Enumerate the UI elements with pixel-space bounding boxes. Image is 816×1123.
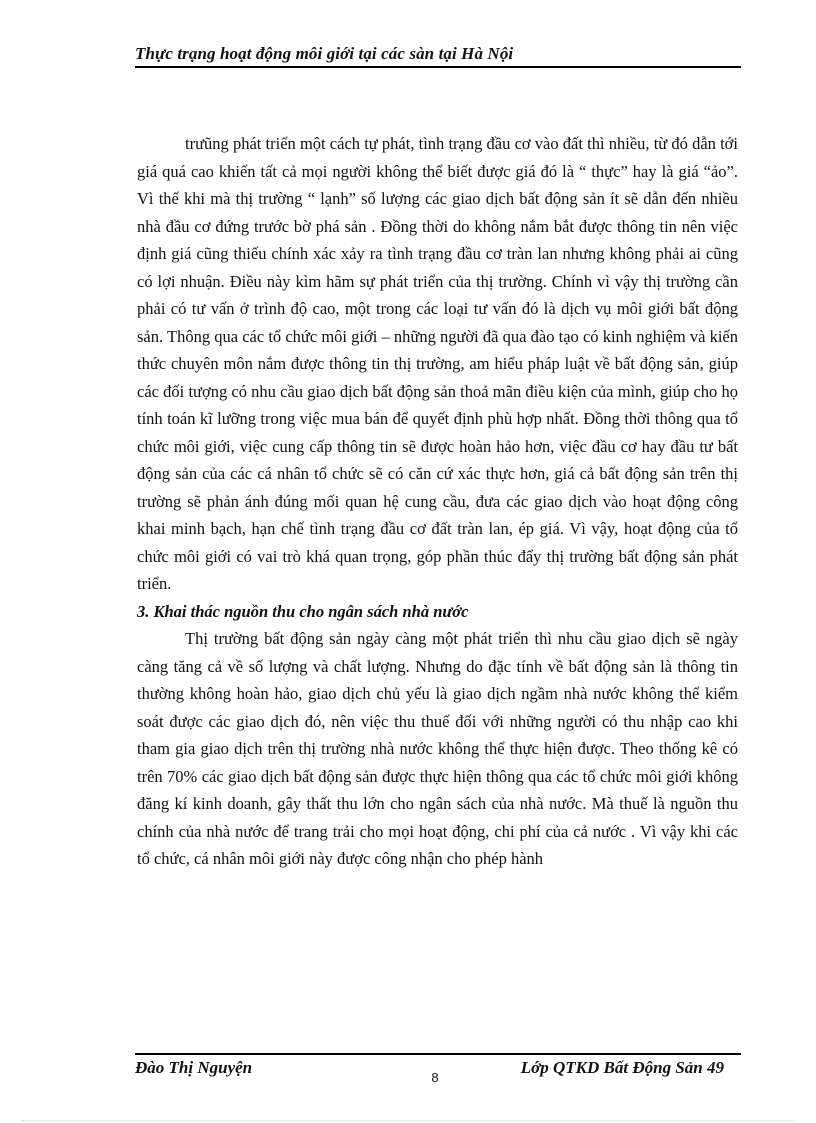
body-paragraph: trưũng phát triển một cách tự phát, tình trạng đầu cơ vào đất thì nhiều, từ đó dẫn tới giá quá cao khiến tất cả mọi người không thể biết được giá đó là “ thực” hay là giá “ảo”. Vì thế khi mà thị trường “ lạnh” số lượng các giao dịch bất động sản ít sẽ dẫn đến nhiều nhà đầu cơ đứng trước bờ phá sản . Đồng thời do không nắm bắt được thông tin nên việc định giá cũng thiếu chính xác xảy ra tình trạng đầu cơ tràn lan nhưng không phải ai cũng có lợi nhuận. Điều này kìm hãm sự phát triển của thị trường. Chính vì vậy thị trường cần phải có tư vấn ở trình độ cao, một trong các loại tư vấn đó là dịch vụ môi giới bất động sản. Thông qua các tổ chức môi giới – những người đã qua đào tạo có kinh nghiệm và kiến thức chuyên môn nắm được thông tin thị trường, am hiểu pháp luật về bất động sản, giúp các đối tượng có nhu cầu giao dịch bất động sản thoả mãn điều kiện của mình, giúp cho họ tính toán kĩ lưỡng trong việc mua bán để quyết định phù hợp nhất. Đồng thời thông qua tổ chức môi giới, việc cung cấp thông tin sẽ được hoàn hảo hơn, việc đầu cơ hay đầu tư bất động sản của các cá nhân tổ chức sẽ có căn cứ xác thực hơn, giá cả bất động sản trên thị trường sẽ phản ánh đúng mối quan hệ cung cầu, đưa các giao dịch vào hoạt động công khai minh bạch, hạn chế tình trạng đầu cơ đất tràn lan, ép giá. Vì vậy, hoạt động của tổ chức môi giới có vai trò khá quan trọng, góp phần thúc đẩy thị trường bất động sản phát triển. (137, 134, 738, 593)
page-bottom-dotted-line (22, 1120, 794, 1121)
footer-author: Đào Thị Nguyện (135, 1058, 253, 1077)
running-header-title: Thực trạng hoạt động môi giới tại các sàn tại Hà Nội (135, 44, 514, 63)
section-heading: 3. Khai thác nguồn thu cho ngân sách nhà nước (137, 601, 469, 621)
header-rule (135, 66, 741, 68)
body-text (137, 130, 738, 873)
body-paragraph: Thị trường bất động sản ngày càng một phát triển thì nhu cầu giao dịch sẽ ngày càng tăng cả về số lượng và chất lượng. Nhưng do đặc tính về bất động sản là thông tin thường không hoàn hảo, giao dịch chủ yếu là giao dịch ngầm nhà nước không thể kiểm soát được các giao dịch đó, nên việc thu thuế đối với những người có thu nhập cao khi tham gia giao dịch trên thị trường nhà nước không thể thực hiện được. Theo thống kê có trên 70% các giao dịch bất động sản được thực hiện thông qua các tổ chức môi giới không đăng kí kinh doanh, gây thất thu lớn cho ngân sách của nhà nước. Mà thuế là nguồn thu chính của nhà nước để trang trải cho mọi hoạt động, chi phí của cả nước . Vì vậy khi các tổ chức, cá nhân môi giới này được công nhận cho phép hành (137, 629, 738, 868)
footer-class-name: Lớp QTKD Bất Động Sản 49 (520, 1058, 724, 1077)
page-number: 8 (431, 1070, 439, 1085)
footer-rule (135, 1053, 741, 1055)
